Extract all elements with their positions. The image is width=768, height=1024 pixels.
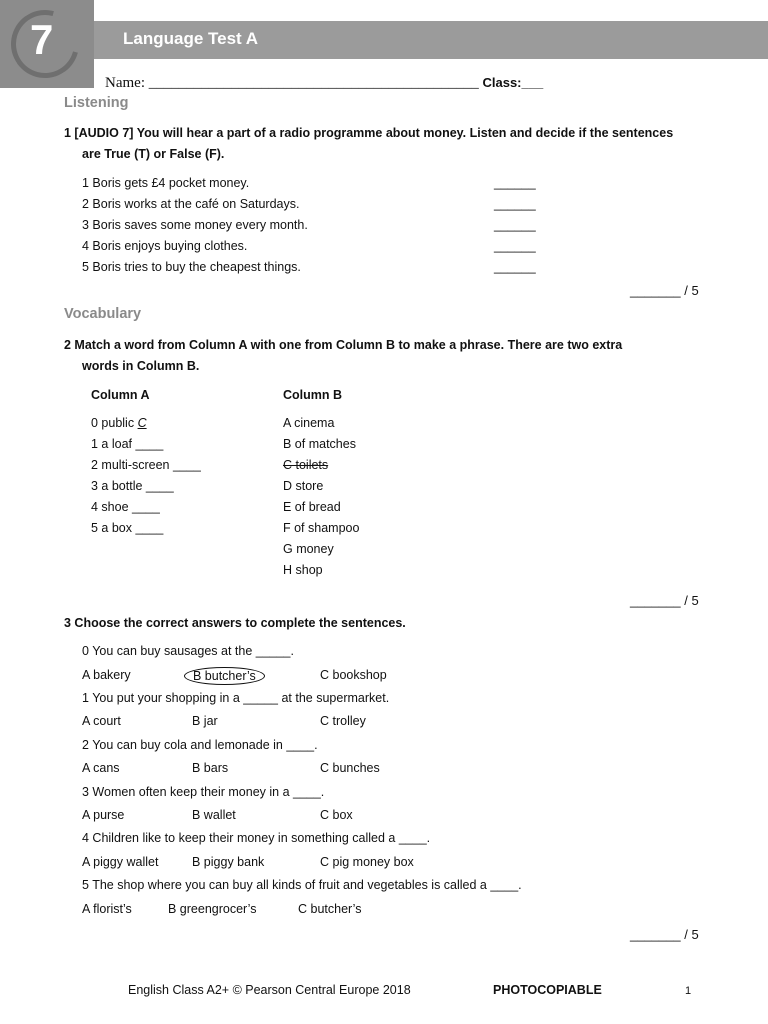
column-a-item-text: 0 public (91, 416, 138, 430)
mc-option-3-c[interactable]: C box (320, 808, 353, 822)
mc-option-0-c[interactable]: C bookshop (320, 668, 387, 682)
example-answer: C (137, 416, 147, 430)
page-title: Language Test A (123, 29, 259, 48)
footer-copyright: English Class A2+ © Pearson Central Europe 2018 (128, 983, 411, 997)
mc-question-5: 5 The shop where you can buy all kinds of fruit and vegetables is called a ____. (82, 878, 522, 892)
mc-instruction: 3 Choose the correct answers to complete the sentences. (64, 616, 406, 630)
column-b-header: Column B (283, 388, 343, 402)
listening-item-4: 4 Boris enjoys buying clothes. (82, 239, 248, 253)
column-b-item-e: E of bread (283, 500, 341, 514)
mc-option-3-b[interactable]: B wallet (192, 808, 236, 822)
column-a-item-4[interactable]: 4 shoe ____ (91, 500, 160, 514)
column-b-item-f: F of shampoo (283, 521, 360, 535)
column-a-item-3[interactable]: 3 a bottle ____ (91, 479, 174, 493)
mc-option-2-c[interactable]: C bunches (320, 761, 380, 775)
listening-instruction-2: are True (T) or False (F). (82, 147, 225, 161)
column-b-item-d: D store (283, 479, 324, 493)
listening-item-2: 2 Boris works at the café on Saturdays. (82, 197, 300, 211)
mc-option-4-a[interactable]: A piggy wallet (82, 855, 159, 869)
section-heading-listening: Listening (64, 95, 129, 111)
mc-option-0-a[interactable]: A bakery (82, 668, 131, 682)
listening-answer-3[interactable]: ______ (494, 218, 536, 232)
column-a-item-0 (91, 416, 147, 430)
mc-option-5-b[interactable]: B greengrocer’s (168, 902, 257, 916)
mc-option-1-c[interactable]: C trolley (320, 714, 366, 728)
listening-item-1: 1 Boris gets £4 pocket money. (82, 176, 250, 190)
mc-option-0-b-selected[interactable] (192, 667, 265, 685)
mc-option-3-a[interactable]: A purse (82, 808, 125, 822)
mc-question-1: 1 You put your shopping in a _____ at the supermarket. (82, 691, 390, 705)
mc-question-3: 3 Women often keep their money in a ____. (82, 785, 325, 799)
column-b-item-h: H shop (283, 563, 323, 577)
mc-option-1-b[interactable]: B jar (192, 714, 218, 728)
column-b-item-g: G money (283, 542, 334, 556)
unit-number: 7 (30, 16, 54, 63)
mc-question-2: 2 You can buy cola and lemonade in ____. (82, 738, 318, 752)
listening-instruction-1: 1 [AUDIO 7] You will hear a part of a radio programme about money. Listen and decide if the sentences (64, 126, 674, 140)
listening-item-5: 5 Boris tries to buy the cheapest things. (82, 260, 301, 274)
listening-answer-5[interactable]: ______ (494, 260, 536, 274)
mc-option-4-b[interactable]: B piggy bank (192, 855, 265, 869)
name-line[interactable]: ____________________________________________ (148, 75, 479, 91)
mc-option-5-a[interactable]: A florist’s (82, 902, 132, 916)
column-a-header: Column A (91, 388, 150, 402)
column-a-item-2[interactable]: 2 multi-screen ____ (91, 458, 201, 472)
vocabulary-score[interactable]: _______ / 5 (630, 593, 699, 608)
mc-question-0: 0 You can buy sausages at the _____. (82, 644, 294, 658)
unit-badge (0, 0, 94, 88)
page-number: 1 (685, 985, 692, 997)
vocabulary-instruction-2: words in Column B. (82, 359, 200, 373)
column-b-item-b: B of matches (283, 437, 356, 451)
mc-option-2-b[interactable]: B bars (192, 761, 229, 775)
mc-option-5-c[interactable]: C butcher’s (298, 902, 362, 916)
column-b-item-c-crossed: C toilets (283, 458, 329, 472)
column-a-item-1[interactable]: 1 a loaf ____ (91, 437, 164, 451)
mc-option-2-a[interactable]: A cans (82, 761, 120, 775)
footer-photocopiable: PHOTOCOPIABLE (493, 983, 602, 997)
mc-option-1-a[interactable]: A court (82, 714, 121, 728)
listening-answer-1[interactable]: ______ (494, 176, 536, 190)
listening-item-3: 3 Boris saves some money every month. (82, 218, 308, 232)
mc-question-4: 4 Children like to keep their money in something called a ____. (82, 831, 431, 845)
name-row (105, 75, 543, 92)
class-label[interactable]: Class:___ (482, 75, 544, 90)
column-b-item-a: A cinema (283, 416, 335, 430)
column-a-item-5[interactable]: 5 a box ____ (91, 521, 164, 535)
mc-score[interactable]: _______ / 5 (630, 927, 699, 942)
name-label: Name: (105, 75, 145, 91)
listening-answer-2[interactable]: ______ (494, 197, 536, 211)
mc-option-4-c[interactable]: C pig money box (320, 855, 414, 869)
listening-answer-4[interactable]: ______ (494, 239, 536, 253)
section-heading-vocabulary: Vocabulary (64, 306, 142, 322)
title-bar (94, 21, 768, 59)
vocabulary-instruction-1: 2 Match a word from Column A with one from Column B to make a phrase. There are two extra (64, 338, 623, 352)
selected-answer-circle: B butcher’s (184, 667, 265, 685)
listening-score[interactable]: _______ / 5 (630, 283, 699, 298)
